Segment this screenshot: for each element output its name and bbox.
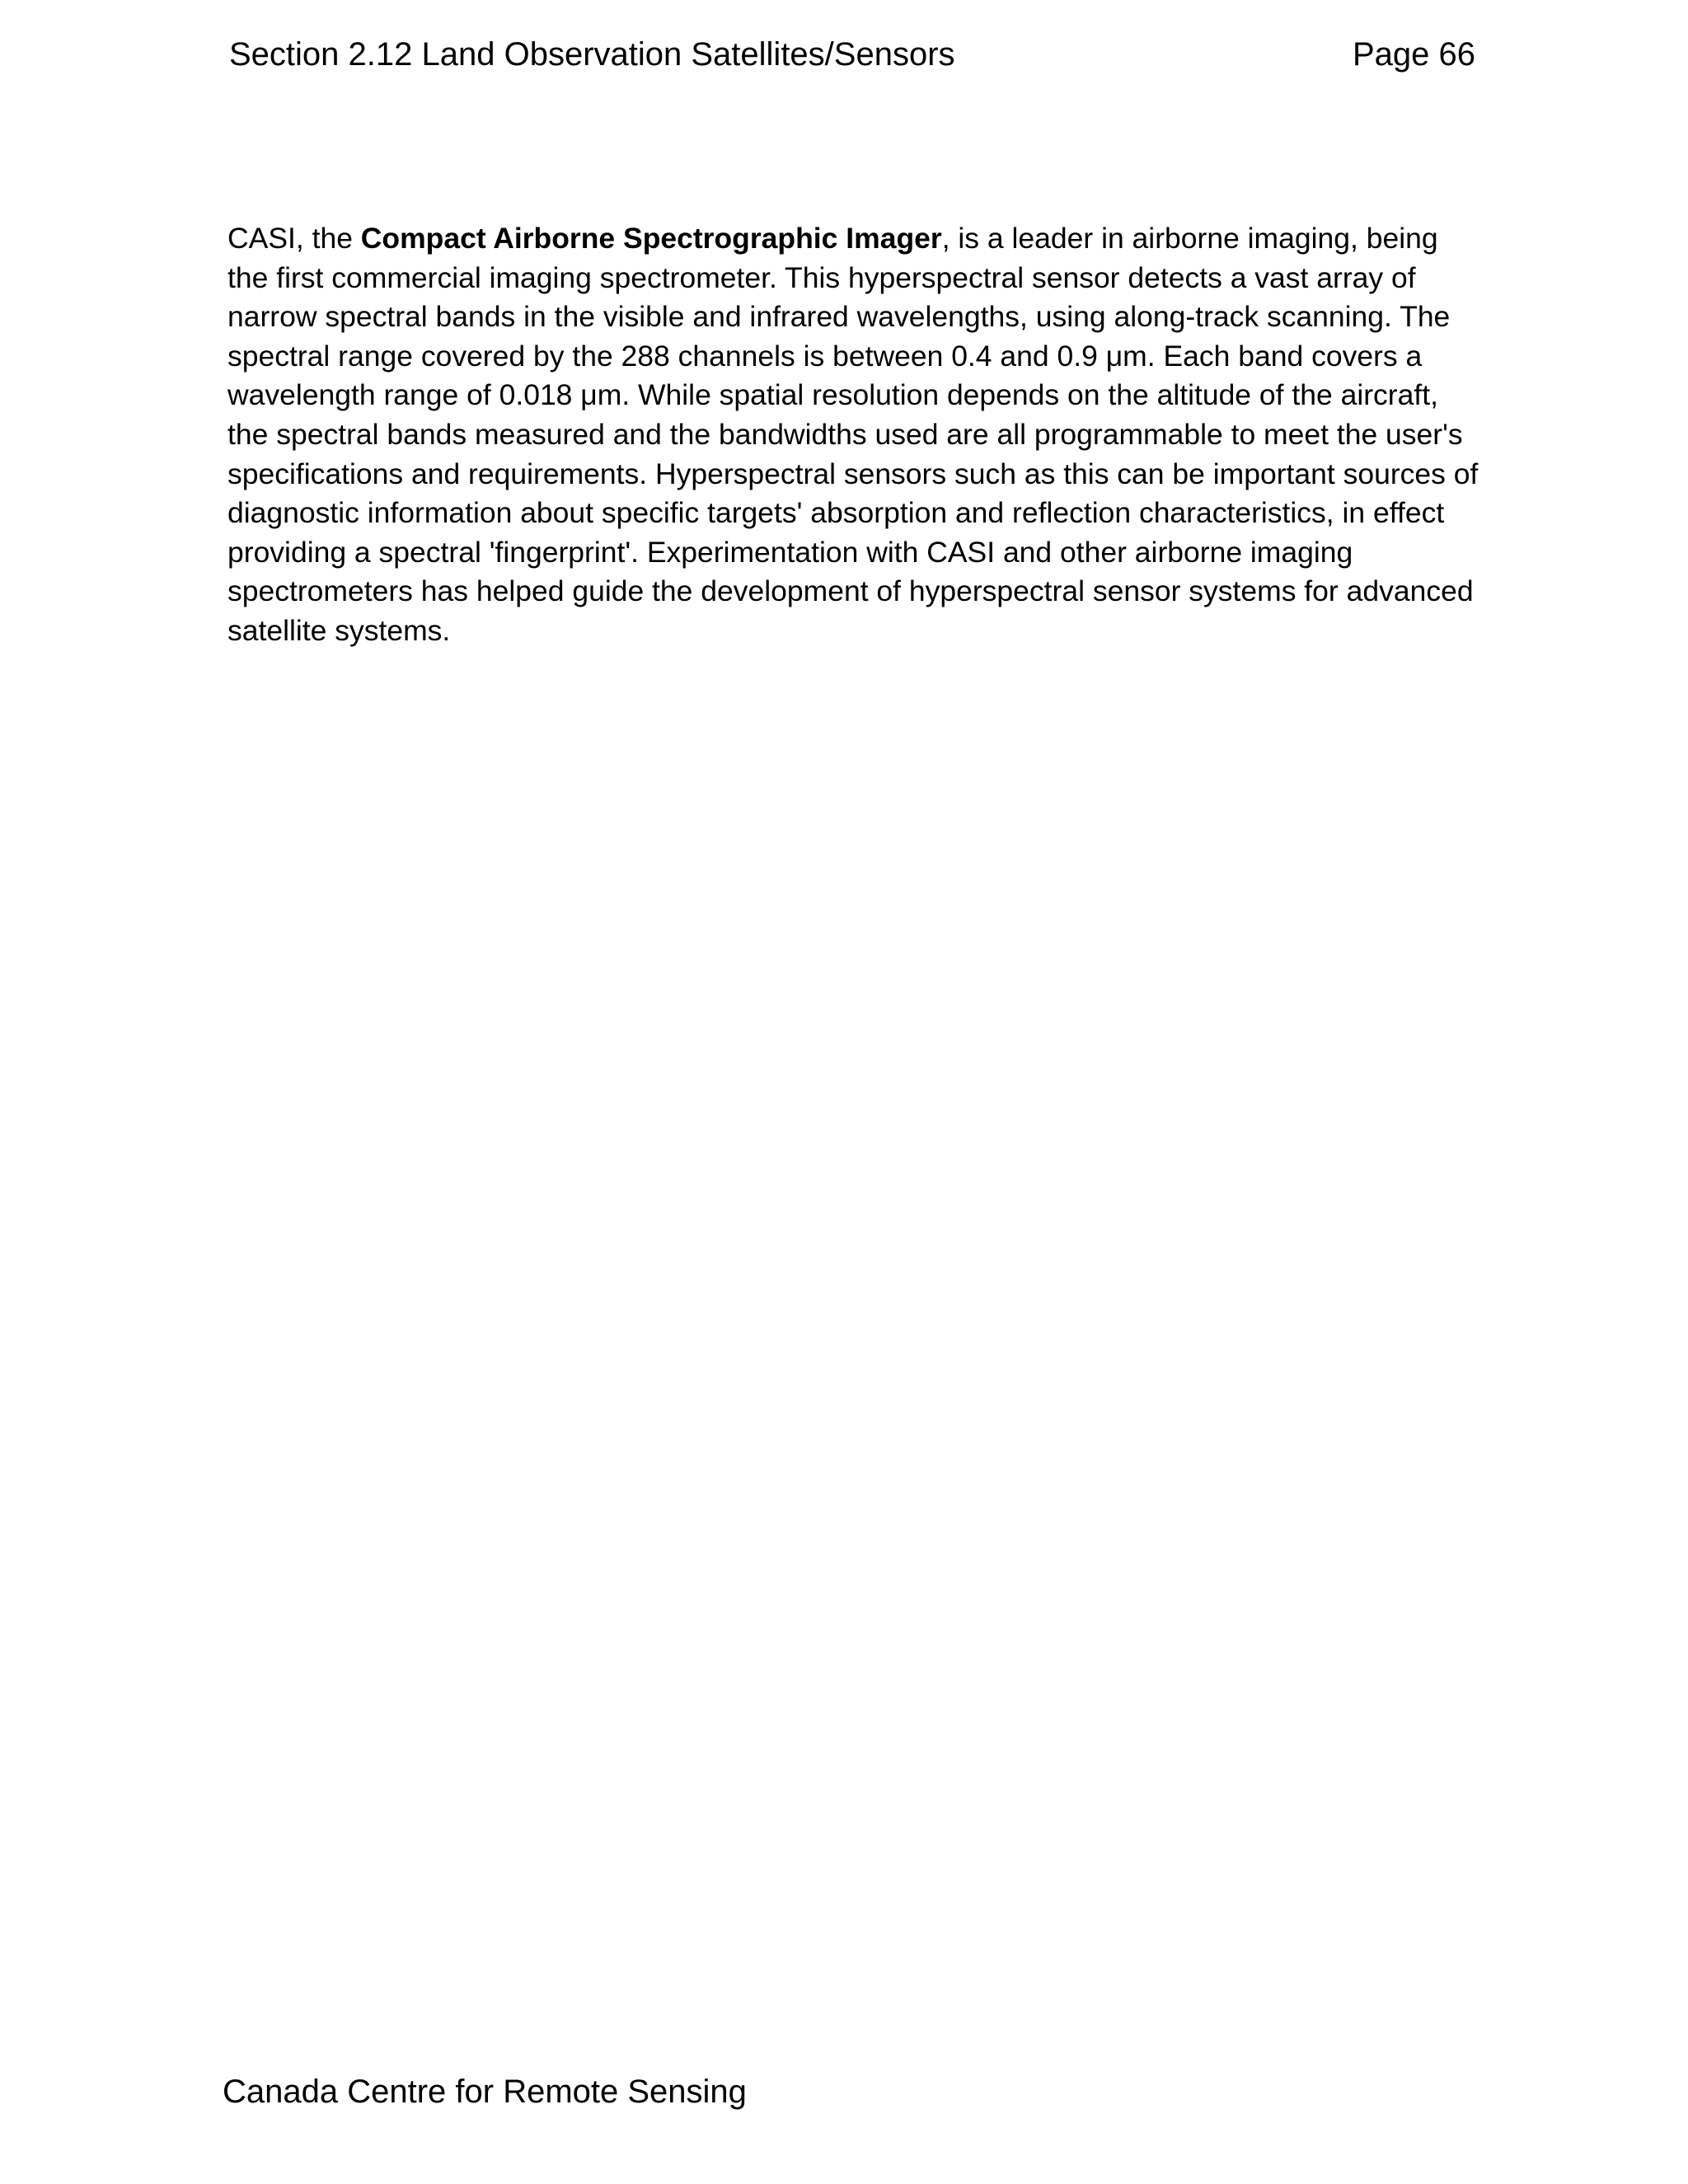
page-footer: Canada Centre for Remote Sensing	[223, 2074, 747, 2110]
body-paragraph	[227, 219, 1480, 651]
page-number: Page 66	[1352, 36, 1475, 73]
page-header	[229, 31, 1475, 77]
paragraph-intro: CASI, the	[227, 222, 361, 255]
paragraph-rest: , is a leader in airborne imaging, being the first commercial imaging spectrometer. This hyperspectral sensor detects a vast array of narrow spectral bands in the visible and infrared wavelengths, using along-track scanning. The spectral range covered by the 288 channels is between 0.4 and 0.9 μm. Each band covers a wavelength range of 0.018 μm. While spatial resolution depends on the altitude of the aircraft, the spectral bands measured and the bandwidths used are all programmable to meet the user's specifications and requirements. Hyperspectral sensors such as this can be important sources of diagnostic information about specific targets' absorption and reflection characteristics, in effect providing a spectral 'fingerprint'. Experimentation with CASI and other airborne imaging spectrometers has helped guide the development of hyperspectral sensor systems for advanced satellite systems.	[227, 222, 1479, 647]
section-title: Section 2.12 Land Observation Satellites/Sensors	[229, 36, 955, 73]
bold-term: Compact Airborne Spectrographic Imager	[360, 222, 942, 255]
